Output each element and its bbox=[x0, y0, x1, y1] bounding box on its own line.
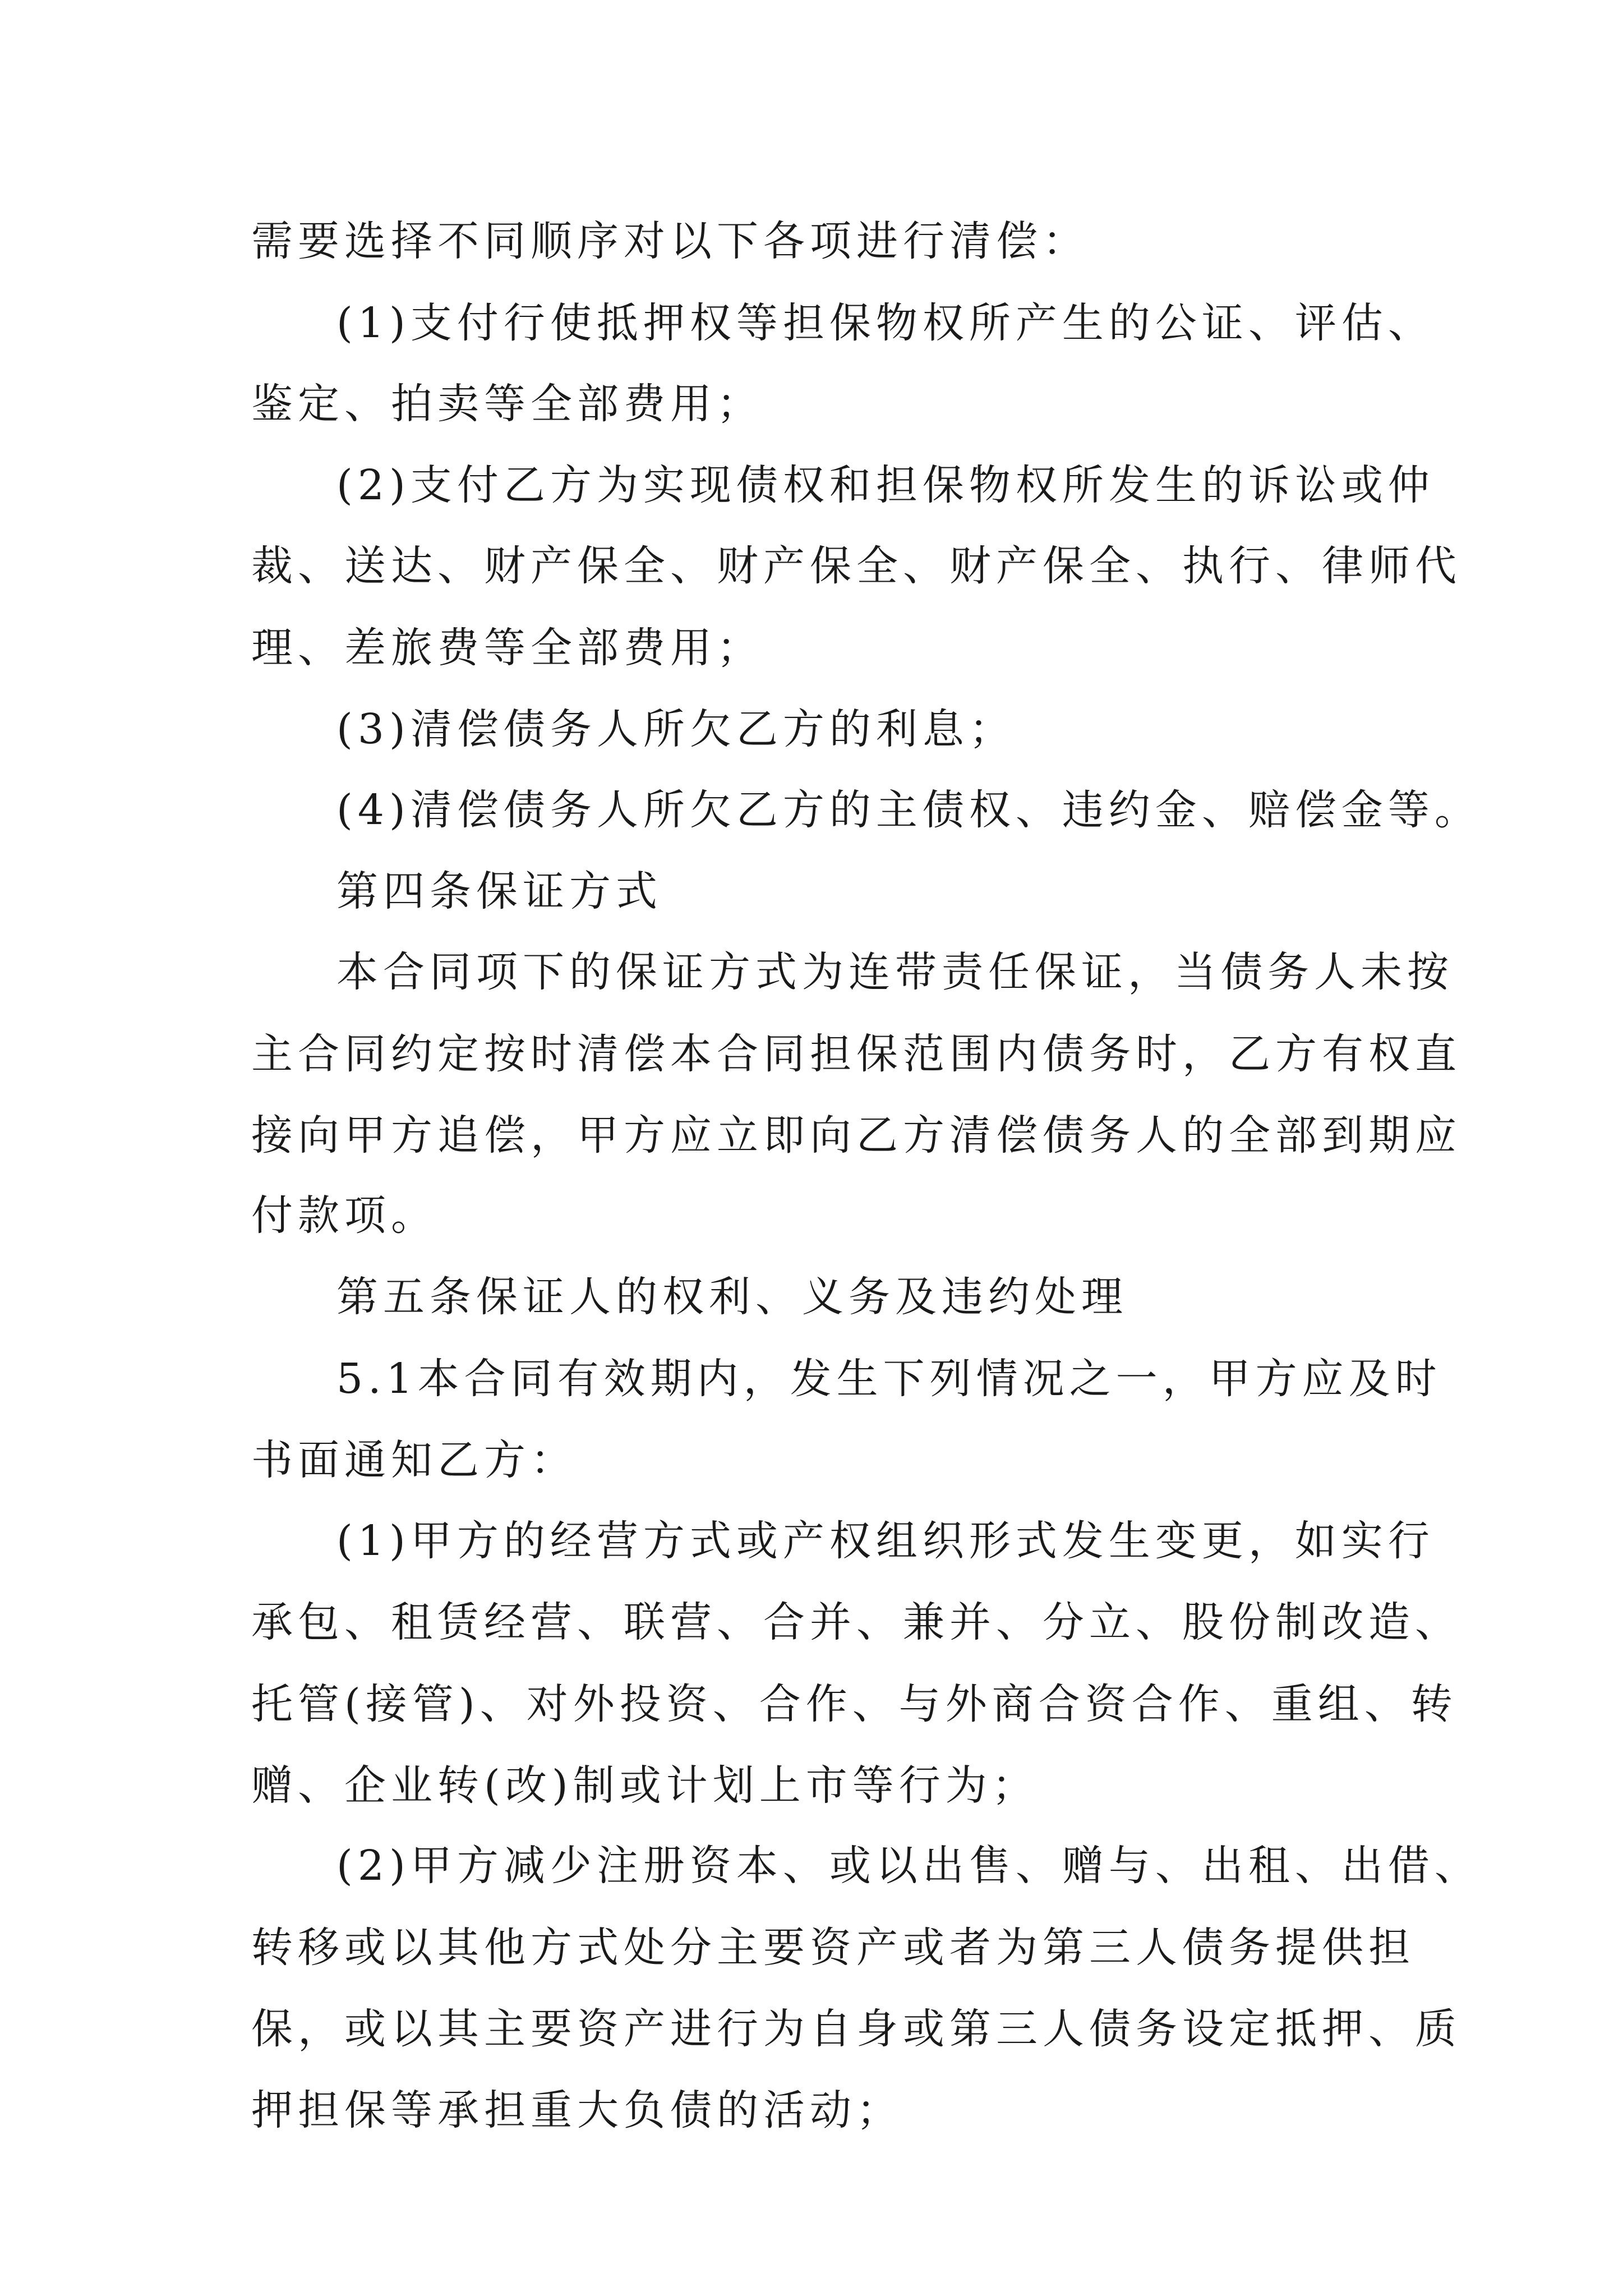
section-heading: 第四条保证方式 bbox=[336, 867, 662, 915]
body-text-line: 赠、企业转(改)制或计划上市等行为； bbox=[251, 1761, 1039, 1810]
body-text-line: 转移或以其他方式处分主要资产或者为第三人债务提供担 bbox=[251, 1924, 1415, 1972]
clause-first-line: 5.1本合同有效期内，发生下列情况之一，甲方应及时 bbox=[336, 1355, 1442, 1403]
body-text-line: 需要选择不同顺序对以下各项进行清偿： bbox=[251, 217, 1089, 265]
body-text-line: 托管(接管)、对外投资、合作、与外商合资合作、重组、转 bbox=[251, 1680, 1458, 1728]
body-text-line: 理、差旅费等全部费用； bbox=[251, 624, 763, 672]
body-text-line: 裁、送达、财产保全、财产保全、财产保全、执行、律师代 bbox=[251, 542, 1461, 590]
list-item-line: (3)清偿债务人所欠乙方的利息； bbox=[336, 705, 1016, 753]
body-text-line: 押担保等承担重大负债的活动； bbox=[251, 2086, 903, 2134]
list-item-line: (1)甲方的经营方式或产权组织形式发生变更，如实行 bbox=[336, 1517, 1435, 1565]
list-item-line: (4)清偿债务人所欠乙方的主债权、违约金、赔偿金等。 bbox=[336, 786, 1481, 834]
section-heading: 第五条保证人的权利、义务及违约处理 bbox=[336, 1273, 1128, 1321]
body-text-line: 保，或以其主要资产进行为自身或第三人债务设定抵押、质 bbox=[251, 2005, 1461, 2053]
body-text-line: 付款项。 bbox=[251, 1191, 437, 1240]
paragraph-first-line: 本合同项下的保证方式为连带责任保证，当债务人未按 bbox=[336, 948, 1454, 996]
list-item-line: (2)甲方减少注册资本、或以出售、赠与、出租、出借、 bbox=[336, 1842, 1481, 1890]
body-text-line: 鉴定、拍卖等全部费用； bbox=[251, 380, 763, 428]
body-text-line: 主合同约定按时清偿本合同担保范围内债务时，乙方有权直 bbox=[251, 1030, 1461, 1078]
body-text-line: 书面通知乙方： bbox=[251, 1436, 577, 1484]
body-text-line: 承包、租赁经营、联营、合并、兼并、分立、股份制改造、 bbox=[251, 1598, 1461, 1646]
list-item-line: (2)支付乙方为实现债权和担保物权所发生的诉讼或仲 bbox=[336, 461, 1435, 509]
body-text-line: 接向甲方追偿，甲方应立即向乙方清偿债务人的全部到期应 bbox=[251, 1111, 1461, 1159]
list-item-line: (1)支付行使抵押权等担保物权所产生的公证、评估、 bbox=[336, 299, 1435, 347]
